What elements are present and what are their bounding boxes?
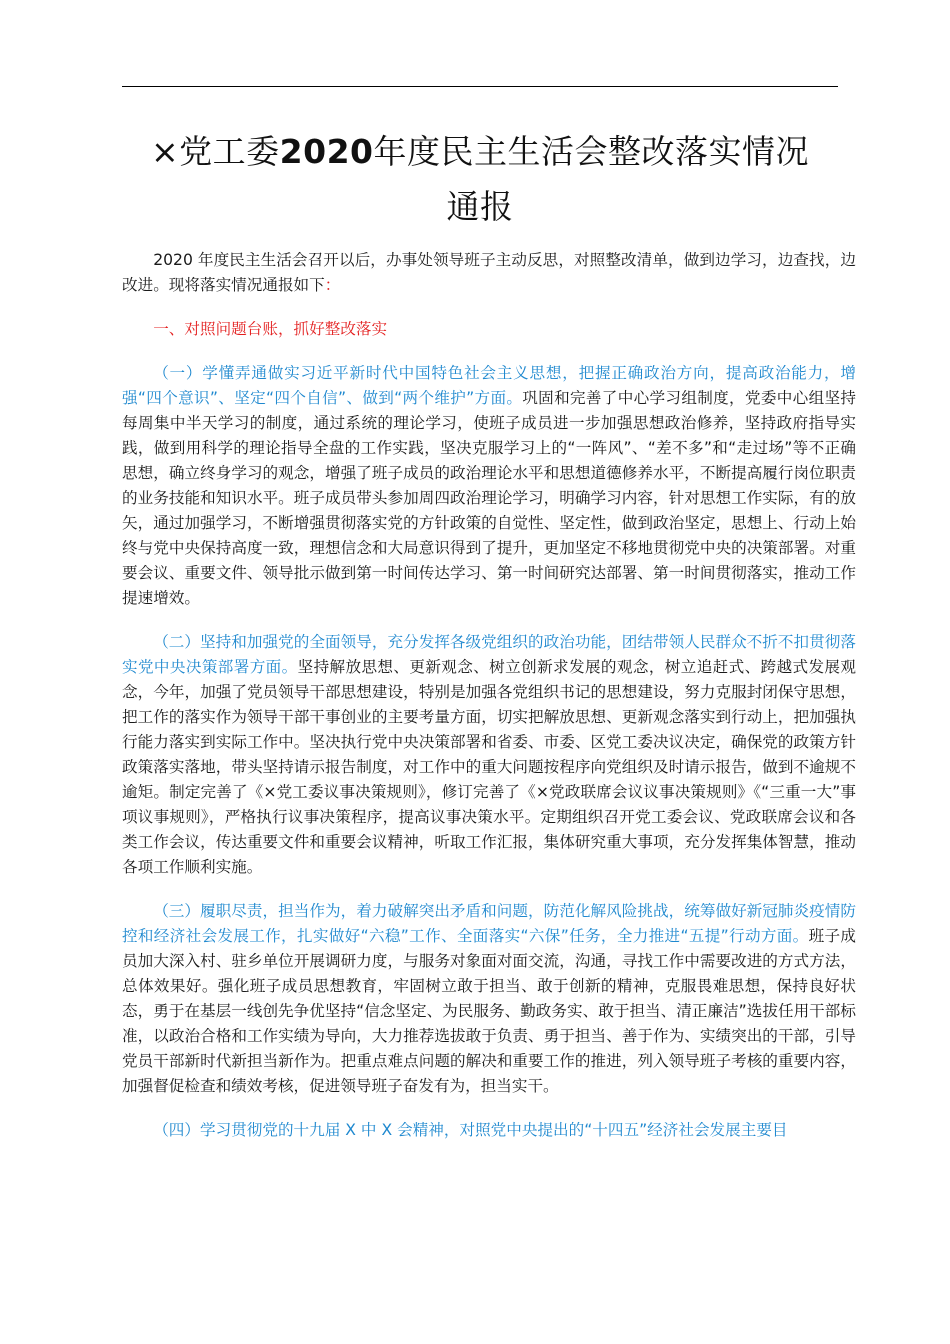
item-paragraph [122, 630, 856, 880]
item-heading: （二）坚持和加强党的全面领导，充分发挥各级党组织的政治功能，团结带领人民群众不折不扣贯彻落实党中央决策部署方面。 [122, 633, 856, 676]
item-paragraph [122, 361, 856, 611]
section-heading: 一、对照问题台账，抓好整改落实 [153, 320, 388, 338]
document-title [100, 124, 860, 234]
title-line-2: 通报 [446, 187, 514, 226]
header-rule [122, 86, 838, 87]
intro-paragraph: 2020 年度民主生活会召开以后，办事处领导班子主动反思，对照整改清单，做到边学习，边查找，边改进。现将落实情况通报如下： [122, 251, 856, 294]
title-line-1: ×党工委2020年度民主生活会整改落实情况 [150, 132, 809, 171]
item-body: 坚持解放思想、更新观念、树立创新求发展的观念，树立追赶式、跨越式发展观念，今年，加强了党员领导干部思想建设，特别是加强各党组织书记的思想建设，努力克服封闭保守思想，把工作的落实作为领导干部干事创业的主要考量方面，切实把解放思想、更新观念落实到行动上，把加强执行能力落实到实际工作中。坚决执行党中央决策部署和省委、市委、区党工委决议决定，确保党的政策方针政策落实落地，带头坚持请示报告制度，对工作中的重大问题按程序向党组织及时请示报告，做到不逾规不逾矩。制定完善了《×党工委议事决策规则》，修订完善了《×党政联席会议议事决策规则》《“三重一大”事项议事规则》，严格执行议事决策程序，提高议事决策水平。定期组织召开党工委会议、党政联席会议和各类工作会议，传达重要文件和重要会议精神，听取工作汇报，集体研究重大事项，充分发挥集体智慧，推动各项工作顺利实施。 [122, 658, 856, 876]
item-heading: （四）学习贯彻党的十九届 X 中 X 会精神，对照党中央提出的“十四五”经济社会发展主要目 [153, 1121, 788, 1139]
item-paragraph [122, 899, 856, 1099]
item-body: 巩固和完善了中心学习组制度，党委中心组坚持每周集中半天学习的制度，通过系统的理论学习，使班子成员进一步加强思想政治修养，坚持政府指导实践，做到用科学的理论指导全盘的工作实践，坚决克服学习上的“一阵风”、“差不多”和“走过场”等不正确思想，确立终身学习的观念，增强了班子成员的政治理论水平和思想道德修养水平，不断提高履行岗位职责的业务技能和知识水平。班子成员带头参加周四政治理论学习，明确学习内容，针对思想工作实际，有的放矢，通过加强学习，不断增强贯彻落实党的方针政策的自觉性、坚定性，做到政治坚定，思想上、行动上始终与党中央保持高度一致，理想信念和大局意识得到了提升，更加坚定不移地贯彻党中央的决策部署。对重要会议、重要文件、领导批示做到第一时间传达学习、第一时间研究达部署、第一时间贯彻落实，推动工作提速增效。 [122, 389, 856, 607]
item-heading: （三）履职尽责，担当作为，着力破解突出矛盾和问题，防范化解风险挑战，统筹做好新冠肺炎疫情防控和经济社会发展工作，扎实做好“六稳”工作、全面落实“六保”任务，全力推进“五提”行动方面。 [122, 902, 856, 945]
item-paragraph [122, 1118, 856, 1143]
document-body [122, 248, 856, 1143]
item-heading: （一）学懂弄通做实习近平新时代中国特色社会主义思想，把握正确政治方向，提高政治能力，增强“四个意识”、坚定“四个自信”、做到“两个维护”方面。 [122, 364, 856, 407]
item-body: 班子成员加大深入村、驻乡单位开展调研力度，与服务对象面对面交流，沟通，寻找工作中需要改进的方式方法，总体效果好。强化班子成员思想教育，牢固树立敢于担当、敢于创新的精神，克服畏难思想，保持良好状态，勇于在基层一线创先争优坚持“信念坚定、为民服务、勤政务实、敢于担当、清正廉洁”选拔任用干部标准，以政治合格和工作实绩为导向，大力推荐选拔敢于负责、勇于担当、善于作为、实绩突出的干部，引导党员干部新时代新担当新作为。把重点难点问题的解决和重要工作的推进，列入领导班子考核的重要内容，加强督促检查和绩效考核，促进领导班子奋发有为，担当实干。 [122, 927, 856, 1095]
